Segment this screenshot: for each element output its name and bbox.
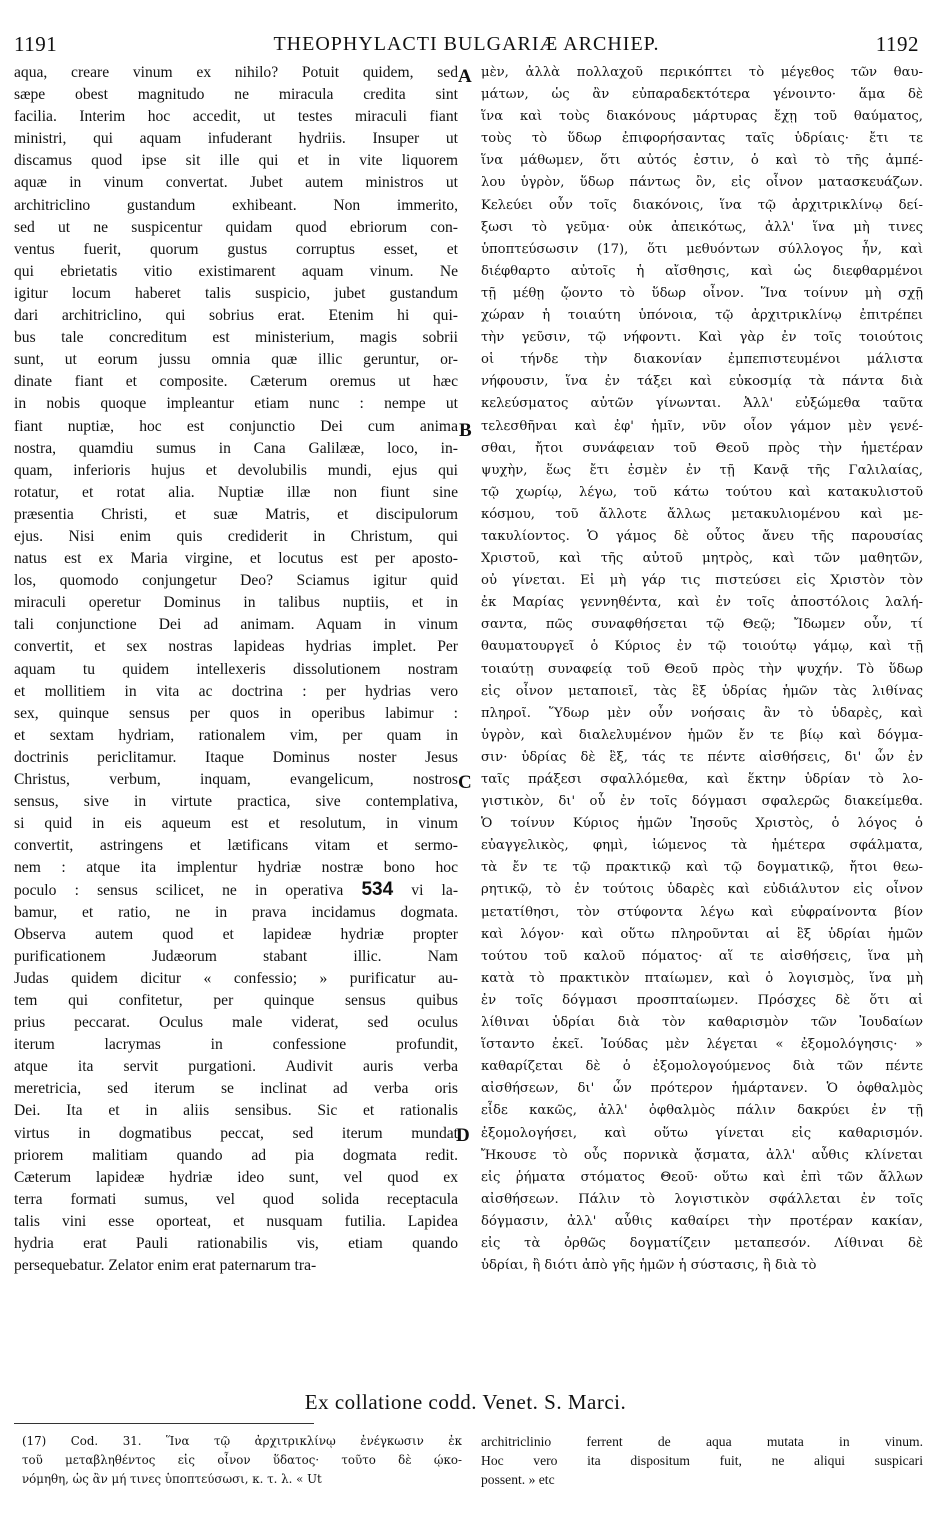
latin-text-line: prius peccarat. Oculus male viderat, sed oculus (14, 1014, 458, 1032)
greek-text-line: ἵνα μάθωμεν, ὅτι αὐτός ἐστιν, ὁ καὶ τὸ τῆς ἀμπέ- (481, 153, 923, 169)
greek-text-line: κατὰ τὸ πρακτικὸν πταίωμεν, καὶ ὁ λογισμὸς, ἵνα μὴ (481, 970, 923, 986)
latin-text-line: priorem malitiam quando ad pia dogmata redit. (14, 1146, 458, 1164)
latin-text-line: sunt, ut eorum jussu omnia quæ illic geruntur, or- (14, 351, 458, 369)
greek-text-line: λίθιναι ὑδρίαι διὰ τὸν καθαρισμὸν τῶν Ἰουδαίων (481, 1015, 923, 1031)
greek-text-line: λου ὑγρὸν, ὕδωρ πάντως ὂν, εἰς οἶνον ματασκευάζων. (481, 175, 923, 191)
latin-text-line: in nobis quoque impleantur etiam nunc : nempe ut (14, 395, 458, 413)
latin-text-line: natus est ex Maria virgine, et locutus est per aposto- (14, 550, 458, 568)
latin-text-line: tem qui confitetur, per quinque sensus quibus (14, 991, 458, 1009)
greek-text-line: τοὺς τὸ ὕδωρ ἐπιφορήσαντας ταῖς ὑδρίαις· ἔτι τε (481, 131, 923, 147)
greek-text-line: κελεύσματος αὐτῶν γίνωνται. Ἀλλ' εὐξώμεθα ταῦτα (481, 396, 923, 412)
margin-letter-a: A (458, 66, 472, 87)
greek-text-line: τούτου τοῦ καλοῦ πόματος· αἵ τε αἰσθήσεις, ἵνα μὴ (481, 948, 923, 964)
greek-text-line: νήφουσιν, ἵνα ἐν τάξει καὶ εὐκοσμίᾳ τὰ πάντα διὰ (481, 374, 923, 390)
greek-text-line: οἱ τήνδε τὴν διακονίαν ἐμπεπιστευμένοι μάλιστα (481, 352, 923, 368)
right-column-number: 1192 (875, 31, 919, 56)
greek-text-line: αἰσθήσεων, δι' ὧν πρότερον ἡμάρτανεν. Ὁ ὀφθαλμὸς (481, 1081, 923, 1097)
latin-text-line: et mollitiem in vita ac doctrina : per hydrias vero (14, 682, 458, 700)
greek-text-line: διέφθαρτο αὐτοῖς ἡ αἴσθησις, καὶ ὡς διεφθαρμένοι (481, 263, 923, 279)
latin-text-line: sæpe obest magnitudo ne miracula credita sint (14, 86, 458, 104)
greek-text-line: καὶ λόγον· καὶ οὕτω πληροῦνται αἱ ἓξ ὑδρίαι ἡμῶν (481, 926, 923, 942)
greek-text-line: χώραν ἡ τοιαύτη ὑπόνοια, τῷ ἀρχιτρικλίνῳ ἐπιτρέπει (481, 308, 923, 324)
latin-text-line: convertit, et sex nostras lapideas hydrias implet. Per (14, 638, 458, 656)
latin-text-line: bamur, et ratio, ne in prava incidamus dogmata. (14, 903, 458, 921)
latin-text-line: Observa autem quod et lapideæ hydriæ propter (14, 925, 458, 943)
margin-letter-d: D (456, 1125, 470, 1146)
latin-text-line: igitur locum haberet talis suspicio, jubet gustandum (14, 284, 458, 302)
greek-text-line: ξωσι τὸ γεῦμα· οὐκ ἀπεικότως, ἀλλ' ἵνα μὴ τινες (481, 219, 923, 235)
greek-text-line: τακυλίοντος. Ὁ γάμος δὲ οὗτος ἄνευ τῆς παρουσίας (481, 528, 923, 544)
footnote-line: architriclinio ferrent de aqua mutata in vinum. (481, 1434, 923, 1449)
greek-text-line: ρητικῷ, τὸ ἐν τούτοις ὑδαρὲς καὶ εὐδιάλυτον εἰς οἶνον (481, 882, 923, 898)
greek-text-line: Ὁ τοίνυν Κύριος ἡμῶν Ἰησοῦς Χριστὸς, ὁ λόγος ὁ (481, 816, 923, 832)
footnote-latin (481, 1432, 923, 1489)
latin-text-line: hydria erat Pauli rationabilis vis, etiam quando (14, 1234, 458, 1252)
greek-text-line: εἰς ῥήματα στόματος Θεοῦ· οὕτω καὶ ἐπὶ τῶν ἄλλων (481, 1169, 923, 1185)
latin-text-line: bus tale concreditum est ministerium, magis sobrii (14, 329, 458, 347)
greek-text-line: εἶδε κακῶς, ἀλλ' ὀφθαλμὸς πάλιν δακρύει ἐν τῇ (481, 1103, 923, 1119)
greek-text-line: ἵσταντο ἐκεῖ. Ἰούδας μὲν λέγεται « ἐξομολόγησις· » (481, 1037, 923, 1053)
latin-text-line: dari architriclino, qui sobrius erat. Etenim hi qui- (14, 307, 458, 325)
greek-text-line: τῇ μέθῃ ᾤοντο τὸ ὕδωρ οἶνον. Ἵνα τοίνυν μὴ σχῇ (481, 285, 923, 301)
footnote-rule (14, 1423, 314, 1424)
footnote-greek (22, 1432, 462, 1489)
latin-text-line: facilia. Interim hoc accedit, ut testes miraculi fiant (14, 108, 458, 126)
greek-text-line: σαντα, πῶς συναφθήσεται τῷ Θεῷ; Ἴδωμεν οὖν, τί (481, 617, 923, 633)
latin-text-line: talis vini esse oporteat, et nusquam futilia. Lapidea (14, 1212, 458, 1230)
greek-text-line: ταῖς πράξεσι σφαλλόμεθα, καὶ ἕκτην ὑδρίαν τὸ λο- (481, 772, 923, 787)
latin-text-line: terra formati sumus, vel quod solida receptacula (14, 1190, 458, 1208)
greek-text-line: αἰσθήσεων. Πάλιν τὸ λογιστικὸν σφάλλεται ἐν τοῖς (481, 1191, 923, 1207)
latin-text-line: tali conjunctione Dei ad animam. Aquam in vinum (14, 616, 458, 634)
greek-text-line: δόγμασιν, ἀλλ' αὖθις καθαίρει τὴν προτέραν κακίαν, (481, 1213, 923, 1229)
latin-text-line: sensus, sive in virtute practica, sive contemplativa, (14, 793, 458, 811)
latin-text-line: virtus in dogmatibus peccat, sed iterum mundat (14, 1124, 458, 1142)
footnote-line: Hoc vero ita dispositum fuit, ne aliqui suspicari (481, 1453, 923, 1468)
greek-text-line: ὑποπτεύσωσιν (17), ὅτι μεθυόντων σύλλογος ἦν, καὶ (481, 241, 923, 257)
greek-text-line: Ἤκουσε τὸ οὖς πορνικὰ ᾄσματα, ἀλλ' αὖθις κλίνεται (481, 1147, 923, 1163)
footnote-line: (17) Cod. 31. Ἵνα τῷ ἀρχιτρικλίνῳ ἐνέγκωσιν ἐκ (22, 1434, 462, 1448)
latin-text-line: Cæterum lapideæ hydriæ ideo sunt, vel quod ex (14, 1168, 458, 1186)
greek-text-line: οὐ γίνεται. Εἰ μὴ γάρ τις πιστεύσει εἰς Χριστὸν τὸν (481, 573, 923, 589)
greek-text-line: κόσμου, τοῦ ἄλλοτε ἄλλως μετακυλιομένου καὶ με- (481, 506, 923, 522)
margin-letter-c: C (458, 772, 472, 793)
latin-text-line: aquam tu quidem intellexeris dissolutionem nostram (14, 660, 458, 678)
latin-text-line: Christus, verbum, inquam, evangelicum, nostros (14, 771, 458, 788)
greek-text-line: ὑγρὸν, καὶ διαλελυμένον ἡμῶν ἔν τε βίῳ καὶ δόγμα- (481, 727, 923, 743)
latin-text-line: præsentia Christi, et suæ Matris, et discipulorum (14, 505, 458, 523)
latin-text-line: quam, inferioris hujus et devolubilis mundi, ejus qui (14, 461, 458, 479)
running-title: THEOPHYLACTI BULGARIÆ ARCHIEP. (273, 32, 660, 55)
greek-text-line: γιστικὸν, δι' οὗ ἐν τοῖς δόγμασι σφαλερῶς διακείμεθα. (481, 794, 923, 810)
collation-heading: Ex collatione codd. Venet. S. Marci. (304, 1390, 627, 1414)
greek-text-line: μετατίθησι, τὸν στύφοντα λέγω καὶ εὐφραίνοντα βίον (481, 904, 923, 920)
latin-text-line: ejus. Nisi enim quis crediderit in Christum, qui (14, 527, 458, 545)
greek-text-line: εὐαγγελικὸς, φημὶ, ἰώμενος τὰ ἡμέτερα σφάλματα, (481, 838, 923, 854)
latin-text-line: los, quomodo conjungetur Deo? Sciamus igitur quid (14, 572, 458, 590)
greek-text-line: μὲν, ἀλλὰ πολλαχοῦ περικόπτει τὸ μέγεθος τῶν θαυ- (481, 65, 923, 80)
latin-text-line: poculo : sensus scilicet, ne in operativa 534 vi la- (14, 879, 459, 901)
latin-text-line: fiant nuptiæ, hoc est conjunctio Dei cum anima (14, 417, 458, 435)
greek-text-line: τελεσθῆναι καὶ ἐφ' ἡμῖν, νῦν οἷον γάμον μὲν γενέ- (481, 418, 923, 434)
latin-text-line: sed ut ne suspicentur quidam quod ebriorum con- (14, 218, 458, 236)
footnote-line: possent. » etc (481, 1472, 555, 1487)
latin-text-line: architriclino gustandum exhibeant. Non immerito, (14, 196, 458, 214)
greek-text-line: Χριστοῦ, καὶ τῆς αὐτοῦ μητρὸς, καὶ τῶν μαθητῶν, (481, 551, 923, 567)
latin-text-line: iterum lacrymas in confessione profundit, (14, 1036, 458, 1054)
greek-text-line: σθαι, ἤτοι συνάφειαν τοῦ Θεοῦ πρὸς τὴν ἡμετέραν (481, 440, 923, 456)
greek-text-line: τὰ ἔν τε τῷ πρακτικῷ καὶ τῷ δογματικῷ, ἤτοι θεω- (481, 860, 923, 876)
greek-text-line: σιν· ὑδρίας δὲ ἓξ, τάς τε πέντε αἰσθήσεις, δι' ὧν ἐν (481, 749, 923, 765)
latin-text-line: convertit, astringens et lætificans vitam et sermo- (14, 837, 458, 855)
greek-text-line: ἐξομολογήσει, καὶ οὕτω γίνεται εἰς καθαρισμόν. (481, 1125, 923, 1141)
greek-text-line: τῷ χωρίῳ, λέγω, τοῦ κάτω τούτου καὶ κατακυλιστοῦ (481, 484, 923, 500)
greek-text-line: τὴν γεῦσιν, τῷ νήφοντι. Καὶ γὰρ ἐν τοῖς τοιούτοις (481, 330, 923, 346)
latin-text-line: ministri, qui aquam infuderant hydriis. Insuper ut (14, 130, 458, 148)
latin-text-line: miraculi operetur Dominus in talibus nuptiis, et in (14, 594, 458, 612)
greek-text-line: εἰς τὰ ὀρθῶς δογματίζειν μεταπεσόν. Λίθιναι δὲ (481, 1235, 923, 1251)
latin-text-line: purificationem Judæorum stabant illic. Nam (14, 947, 458, 965)
greek-text-line: τοιαύτῃ συναφείᾳ τοῦ Θεοῦ πρὸς τὴν ψυχήν. Τὸ ὕδωρ (481, 661, 923, 677)
greek-text-line: ἵνα καὶ τοὺς διακόνους μάρτυρας ἔχῃ τοῦ θαύματος, (481, 109, 923, 125)
greek-text-line: θαυματουργεῖ ὁ Κύριος ἐν τῷ τοιούτῳ γάμῳ, καὶ τῇ (481, 639, 923, 655)
greek-text-line: ἐν τοῖς δόγμασι προσπταίωμεν. Πρόσχες δὲ ὅτι αἱ (481, 992, 923, 1008)
latin-text-line: nem : atque ita implentur hydriæ nostræ bono hoc (14, 859, 458, 877)
latin-text-line: qui ebrietatis vitio existimarent aquam vinum. Ne (14, 262, 458, 280)
latin-text-line: sex, quinque sensus per quos in operibus labimur : (14, 704, 458, 722)
latin-text-line: ventus fuerit, quorum gustus corruptus esset, et (14, 240, 458, 258)
latin-text-line: Judas quidem dicitur « confessio; » purificatur au- (14, 969, 458, 987)
footnote-line: νόμηθη, ὡς ἂν μή τινες ὑποπτεύσωσι, κ. τ. λ. « Ut (22, 1472, 322, 1486)
greek-text-line: πληροῖ. Ὕδωρ μὲν οὖν νοήσαις ἂν τὸ ὑδαρὲς, καὶ (481, 705, 923, 721)
greek-text-line: εἰς οἶνον μεταποιεῖ, τὰς ἓξ ὑδρίας ἡμῶν τὰς λιθίνας (481, 683, 923, 699)
latin-text-line: nostra, quamdiu sumus in Cana Galilææ, loco, in- (14, 439, 458, 457)
latin-text-line: atque ita servit purgationi. Audivit auris verba (14, 1058, 458, 1076)
latin-text-line: si quid in eis aqueum est et resolutum, in vinum (14, 815, 458, 833)
greek-column (481, 62, 923, 1277)
latin-text-line: doctrinis periclitamur. Itaque Dominus noster Jesus (14, 748, 458, 766)
latin-text-line: rotatur, et rotat alia. Nuptiæ illæ non fiunt sine (14, 483, 458, 501)
greek-text-line: ὑδρίαι, ἢ διότι ἀπὸ γῆς ἡμῶν ἡ σύστασις, ἢ διὰ τὸ (481, 1258, 817, 1274)
latin-text-line: meretricia, sed iterum se inclinat ad verba oris (14, 1080, 458, 1098)
greek-text-line: Κελεύει οὖν τοῖς διακόνοις, ἵνα τῷ ἀρχιτρικλίνῳ δεί- (481, 197, 923, 213)
left-column-number: 1191 (14, 31, 58, 56)
latin-text-line: Dei. Ita et in aliis sensibus. Sic et rationalis (14, 1102, 458, 1120)
latin-text-line: persequebatur. Zelator enim erat paternarum tra- (14, 1257, 317, 1275)
greek-text-line: ψυχὴν, ἕως ἔτι ἐσμὲν ἐν τῇ Κανᾷ τῆς Γαλιλαίας, (481, 462, 923, 478)
latin-text-line: aqua, creare vinum ex nihilo? Potuit quidem, sed (14, 64, 458, 81)
greek-text-line: καθαρίζεται δὲ ὁ ἐξομολογούμενος διὰ τῶν πέντε (481, 1059, 923, 1075)
greek-text-line: μάτων, ὡς ἂν εὐπαραδεκτότερα γένοιντο· ἅμα δὲ (481, 87, 923, 103)
greek-text-line: ἐκ Μαρίας γεννηθέντα, καὶ ἐν τοῖς ἀποστόλοις λαλή- (481, 595, 923, 611)
latin-text-line: discamus quod ipse sit ille qui et in vite liquorem (14, 152, 458, 170)
margin-letter-b: B (459, 420, 472, 441)
footnote-line: τοῦ μεταβληθέντος εἰς οἶνον ὕδατος· τοῦτο δὲ ῴκο- (22, 1453, 462, 1467)
latin-text-line: aquæ in vinum convertat. Jubet autem ministros ut (14, 174, 458, 192)
latin-column (14, 62, 458, 1277)
latin-text-line: dinate fiant et composite. Cæterum oremus ut hæc (14, 373, 458, 391)
latin-text-line: et sextam hydriam, rationalem vim, per quam in (14, 726, 458, 744)
column-break-number: 534 (361, 879, 394, 901)
page-header (14, 30, 919, 58)
